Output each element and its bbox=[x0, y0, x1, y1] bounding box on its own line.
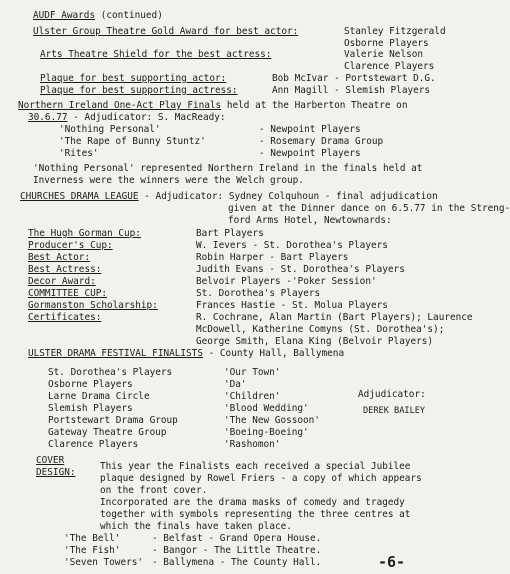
certificates-line-2: McDowell, Katherine Comyns (St. Dorothea's); bbox=[196, 324, 445, 335]
churches-heading: CHURCHES DRAMA LEAGUE bbox=[20, 191, 139, 202]
award-value: W. Ievers - St. Dorothea's Players bbox=[196, 240, 388, 251]
ni-note-line-1: 'Nothing Personal' represented Northern Ireland in the finals held at bbox=[33, 163, 423, 174]
finalist-play: 'Boeing-Boeing' bbox=[224, 427, 309, 438]
ni-heading-rest: held at the Harberton Theatre on bbox=[221, 100, 408, 111]
ni-play-title: 'Nothing Personal' bbox=[59, 124, 161, 135]
churches-heading-rest: - Adjudicator: Sydney Colquhoun - final adjudication bbox=[138, 191, 438, 202]
ni-note-line-2: Inverness were the winners were the Welch group. bbox=[33, 175, 304, 186]
award-label: Decor Award: bbox=[28, 276, 96, 287]
award-value: St. Dorothea's Players bbox=[196, 288, 321, 299]
cover-line: This year the Finalists each received a special Jubilee bbox=[100, 461, 411, 472]
finalist-group: Portstewart Drama Group bbox=[48, 415, 178, 426]
plaque-actor-winner: Bob McIvar - Portstewart D.G. bbox=[272, 73, 436, 84]
audf-continued: (continued) bbox=[100, 10, 163, 21]
centre-place: - Bangor - The Little Theatre. bbox=[152, 545, 322, 556]
finalist-play: 'Children' bbox=[224, 391, 281, 402]
ni-date: 30.6.77 bbox=[28, 112, 68, 123]
audf-heading: AUDF Awards bbox=[33, 10, 96, 21]
award-value: Frances Hastie - St. Molua Players bbox=[196, 300, 388, 311]
shield-group: Clarence Players bbox=[344, 61, 435, 72]
award-label: Gormanston Scholarship: bbox=[28, 300, 158, 311]
ni-adjudicator: - Adjudicator: S. MacReady: bbox=[67, 112, 226, 123]
cover-line: together with symbols representing the three centres at bbox=[100, 509, 411, 520]
finalist-group: Slemish Players bbox=[48, 403, 133, 414]
finalist-group: Larne Drama Circle bbox=[48, 391, 150, 402]
churches-line-2: given at the Dinner dance on 6.5.77 in the Streng- bbox=[228, 203, 510, 214]
shield-winner: Valerie Nelson bbox=[344, 49, 424, 60]
centre-place: - Ballymena - The County Hall. bbox=[152, 557, 322, 568]
award-label: Certificates: bbox=[28, 312, 102, 323]
adjudicator-name: DEREK BAILEY bbox=[363, 406, 426, 416]
gold-award-label: Ulster Group Theatre Gold Award for best actor: bbox=[33, 26, 299, 37]
finalist-group: Gateway Theatre Group bbox=[48, 427, 167, 438]
award-value: Judith Evans - St. Dorothea's Players bbox=[196, 264, 405, 275]
page-number: -6- bbox=[378, 553, 406, 571]
finalist-play: 'The New Gossoon' bbox=[224, 415, 320, 426]
gold-award-group: Osborne Players bbox=[344, 38, 429, 49]
ni-play-title: 'The Rape of Bunny Stuntz' bbox=[59, 136, 206, 147]
centre-symbol: 'The Bell' bbox=[64, 533, 121, 544]
ni-play-group: - Newpoint Players bbox=[259, 124, 361, 135]
finalist-group: Osborne Players bbox=[48, 379, 133, 390]
audf-heading-line bbox=[33, 10, 163, 22]
gold-award-winner: Stanley Fitzgerald bbox=[344, 26, 446, 37]
award-value: R. Cochrane, Alan Martin (Bart Players); Laurence bbox=[196, 312, 473, 323]
ni-heading: Northern Ireland One-Act Play Finals bbox=[18, 100, 222, 111]
centre-symbol: 'The Fish' bbox=[64, 545, 121, 556]
plaque-actress-label: Plaque for best supporting actress: bbox=[40, 85, 238, 96]
finalist-play: 'Da' bbox=[224, 379, 247, 390]
cover-line: Incorporated are the drama masks of comedy and tragedy bbox=[100, 497, 405, 508]
centre-symbol: 'Seven Towers' bbox=[64, 557, 144, 568]
adjudicator-label: Adjudicator: bbox=[358, 389, 426, 400]
ulster-location: - County Hall, Ballymena bbox=[202, 348, 345, 359]
shield-label: Arts Theatre Shield for the best actress: bbox=[40, 49, 272, 60]
cover-label: COVER bbox=[36, 455, 65, 466]
finalist-group: Clarence Players bbox=[48, 439, 139, 450]
cover-line: plaque designed by Rowel Friers - a copy of which appears bbox=[100, 473, 422, 484]
finalist-play: 'Blood Wedding' bbox=[224, 403, 309, 414]
ni-heading-line bbox=[18, 100, 407, 112]
award-label: Best Actor: bbox=[28, 252, 91, 263]
award-value: Belvoir Players -'Poker Session' bbox=[196, 276, 377, 287]
award-label: Producer's Cup: bbox=[28, 240, 113, 251]
finalist-group: St. Dorothea's Players bbox=[48, 367, 173, 378]
ni-play-group: - Rosemary Drama Group bbox=[259, 136, 384, 147]
finalist-play: 'Rashomon' bbox=[224, 439, 281, 450]
centre-place: - Belfast - Grand Opera House. bbox=[152, 533, 322, 544]
cover-line: on the front cover. bbox=[100, 485, 208, 496]
award-label: Best Actress: bbox=[28, 264, 102, 275]
design-label: DESIGN: bbox=[36, 467, 76, 478]
ni-date-line bbox=[28, 112, 226, 124]
ulster-heading-line bbox=[28, 348, 344, 360]
churches-heading-line bbox=[20, 191, 438, 203]
award-label: COMMITTEE CUP: bbox=[28, 288, 108, 299]
plaque-actor-label: Plaque for best supporting actor: bbox=[40, 73, 227, 84]
finalist-play: 'Our Town' bbox=[224, 367, 281, 378]
plaque-actress-winner: Ann Magill - Slemish Players bbox=[272, 85, 431, 96]
ulster-heading: ULSTER DRAMA FESTIVAL FINALISTS bbox=[28, 348, 203, 359]
award-label: The Hugh Gorman Cup: bbox=[28, 228, 141, 239]
award-value: Bart Players bbox=[196, 228, 264, 239]
certificates-line-3: George Smith, Elana King (Belvoir Players) bbox=[196, 336, 434, 347]
ni-play-title: 'Rites' bbox=[59, 148, 99, 159]
award-value: Robin Harper - Bart Players bbox=[196, 252, 349, 263]
ni-play-group: - Newpoint Players bbox=[259, 148, 361, 159]
cover-line: which the finals have taken place. bbox=[100, 521, 292, 532]
churches-line-3: ford Arms Hotel, Newtownards: bbox=[228, 215, 392, 226]
